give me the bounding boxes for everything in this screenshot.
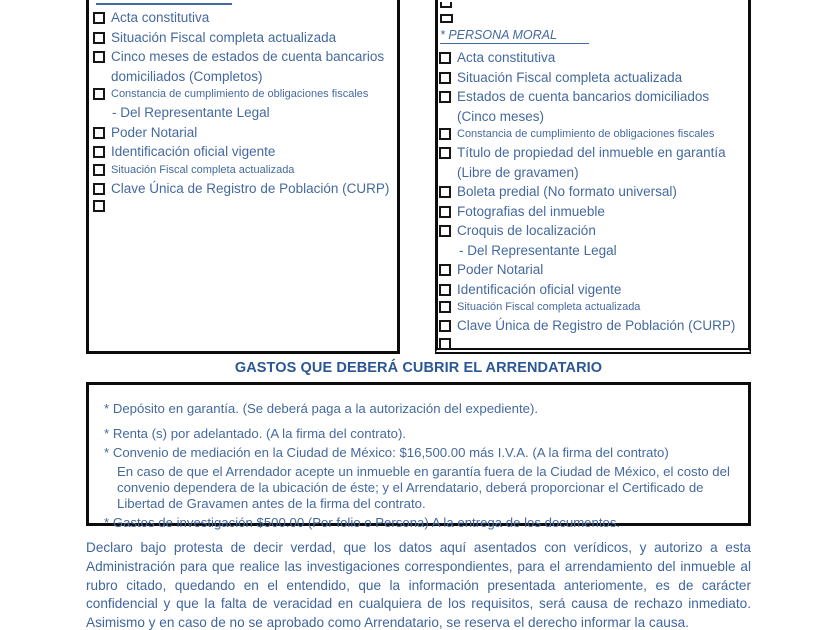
checklist-row — [89, 28, 397, 48]
checklist-row — [89, 142, 397, 162]
checklist-row — [438, 87, 748, 126]
gasto-item: * Depósito en garantía. (Se deberá paga a la autorización del expediente). — [104, 401, 539, 416]
declaration-paragraph: Declaro bajo protesta de decir verdad, que los datos aquí asentados con verídicos, y autorizo a esta Administración para que realice las investigaciones correspondientes, para el arrendamiento del inmueble al rubro citado, quedando en el entendido, que la información presentada anteriomente, es de carácter confidencial y que la falta de veracidad en cualquiera de los requisitos, será causa de rechazo inmediato. Asimismo y en caso de no se aprobado como Arrendatario, se reserva el derecho informar la causa. — [86, 540, 751, 630]
checkbox[interactable] — [93, 32, 105, 44]
checklist-item-label: Cinco meses de estados de cuenta bancarios domiciliados (Completos) — [111, 49, 385, 84]
checklist-item-label: Título de propiedad del inmueble en garantía (Libre de gravamen) — [457, 145, 726, 180]
checklist-row — [438, 202, 748, 222]
checklist-item-label: Fotografias del inmueble — [457, 203, 605, 219]
gasto-item-continuation: En caso de que el Arrendador acepte un inmueble en garantía fuera de la Ciudad de México, el costo del convenio dependera de la ubicación de éste; y el Arrendatario, deberá proporcionar el Certificado de Libertad de Gravamen antes de la firma del contrato. — [117, 464, 730, 511]
checklist-item-label: Identificación oficial vigente — [457, 281, 622, 297]
checkbox[interactable] — [93, 183, 105, 195]
checkbox[interactable] — [439, 206, 451, 218]
checkbox[interactable] — [439, 91, 451, 103]
checklist-row — [89, 47, 397, 86]
checklist-row — [438, 336, 748, 348]
checklist-row — [89, 8, 397, 28]
checklist-item-label: Acta constitutiva — [457, 50, 556, 65]
checkbox[interactable] — [93, 12, 105, 24]
gastos-section-title: GASTOS QUE DEBERÁ CUBRIR EL ARRENDATARIO — [234, 360, 603, 376]
checklist-row — [438, 299, 748, 316]
checklist-row — [438, 68, 748, 88]
checkbox[interactable] — [439, 284, 451, 296]
checklist-item-label: - Del Representante Legal — [112, 105, 270, 120]
checklist-row — [438, 260, 748, 280]
checklist-item-label: - Del Representante Legal — [459, 242, 617, 258]
checklist-row — [438, 182, 748, 202]
gastos-box — [86, 382, 751, 530]
main-column — [86, 360, 751, 630]
gasto-item: * Convenio de mediación en la Ciudad de México: $16,500.00 más I.V.A. (A la firma del contrato) — [104, 445, 669, 460]
persona-moral-heading: * PERSONA MORAL — [440, 28, 748, 44]
checklist-item-label: Constancia de cumplimiento de obligaciones fiscales — [111, 88, 369, 100]
checklist-item-label: Clave Única de Registro de Población (CURP) — [111, 180, 390, 196]
checklist-row — [89, 179, 397, 199]
checklist-row — [89, 86, 397, 103]
checklist-item-label: Situación Fiscal completa actualizada — [457, 69, 683, 85]
checklist-item-label: Situación Fiscal completa actualizada — [111, 163, 295, 176]
checkbox[interactable] — [439, 52, 451, 64]
checklist-panel-right — [435, 0, 751, 354]
asterisk-marker: * — [104, 445, 110, 460]
checkbox[interactable] — [439, 147, 451, 159]
checkbox[interactable] — [93, 146, 105, 158]
checklist-item-label: Constancia de cumplimiento de obligaciones fiscales — [457, 128, 715, 140]
gasto-item: * Renta (s) por adelantado. (A la firma del contrato). — [104, 426, 407, 441]
checkbox[interactable] — [439, 225, 451, 237]
checklist-row — [438, 316, 748, 336]
gasto-item: * Gastos de investigación $500.00 (Por folio o Persona) A la entrega de los documentos. — [104, 515, 621, 530]
asterisk-marker: * — [104, 401, 110, 416]
checklist-row — [438, 48, 748, 68]
checklist-row — [89, 162, 397, 179]
asterisk-marker: * — [104, 515, 110, 530]
checkbox[interactable] — [93, 51, 105, 63]
checkbox[interactable] — [439, 186, 451, 198]
checklist-row — [89, 198, 397, 210]
checklist-item-label: Clave Única de Registro de Población (CURP) — [457, 318, 736, 333]
cutoff-heading-underline — [96, 3, 232, 5]
checklist-row — [438, 280, 748, 300]
checklist-panel-left — [86, 0, 400, 354]
checkbox[interactable] — [439, 320, 451, 332]
checkbox-cutoff[interactable] — [440, 2, 452, 8]
checklist-row — [89, 123, 397, 143]
checkbox[interactable] — [439, 72, 451, 84]
checklist-item-label: Estados de cuenta bancarios domiciliados (Cinco meses) — [457, 89, 710, 124]
asterisk-marker: * — [104, 426, 110, 441]
checkbox-cutoff[interactable] — [440, 14, 453, 23]
checkbox[interactable] — [439, 128, 451, 140]
checklist-row — [89, 103, 397, 123]
checkbox[interactable] — [439, 301, 451, 313]
checklist-item-label: Situación Fiscal completa actualizada — [111, 29, 337, 45]
checklist-item-label: Situación Fiscal completa actualizada — [457, 301, 641, 313]
checkbox[interactable] — [93, 164, 105, 176]
checklist-row — [438, 241, 748, 261]
checklist-item-label: Poder Notarial — [111, 124, 198, 140]
checklist-item-label: Acta constitutiva — [111, 10, 210, 25]
checklist-item-label: Croquis de localización — [457, 223, 596, 238]
checkbox[interactable] — [439, 338, 451, 350]
checkbox[interactable] — [93, 200, 105, 212]
checklist-item-label: Identificación oficial vigente — [111, 144, 276, 159]
checklist-row — [438, 126, 748, 143]
checkbox[interactable] — [93, 88, 105, 100]
checklist-row — [438, 143, 748, 182]
checklist-item-label: Boleta predial (No formato universal) — [457, 184, 677, 199]
checkbox[interactable] — [93, 127, 105, 139]
checklist-item-label: Poder Notarial — [457, 262, 544, 277]
checkbox[interactable] — [439, 264, 451, 276]
checklist-row — [438, 221, 748, 241]
